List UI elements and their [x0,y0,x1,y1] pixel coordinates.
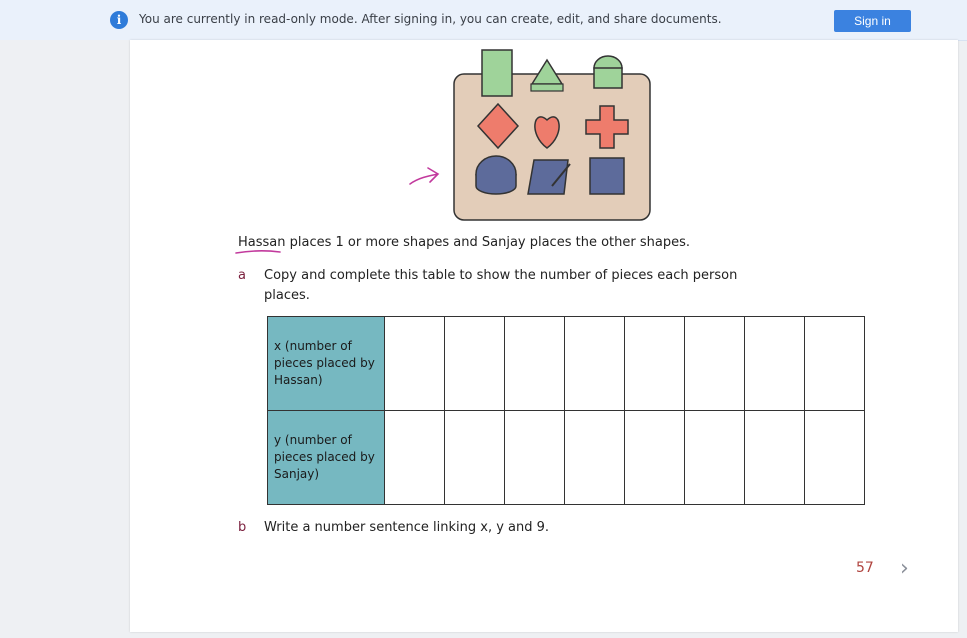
table-cell [625,317,685,411]
row-header-y: y (number of pieces placed by Sanjay) [268,411,385,505]
table-row [268,317,865,411]
table-cell [745,411,805,505]
sign-in-button[interactable]: Sign in [834,10,911,32]
part-b-text: Write a number sentence linking x, y and 9. [264,520,550,535]
table-cell [685,411,745,505]
shape-sorter-illustration [448,46,658,226]
handwritten-arrow-mark [406,160,446,190]
question-part-a [238,266,758,310]
table-cell [565,317,625,411]
left-margin [0,40,130,638]
table-cell [805,411,865,505]
table-cell [385,317,445,411]
read-only-banner [0,0,967,41]
table-cell [685,317,745,411]
pieces-table [267,316,865,505]
table-cell [745,317,805,411]
part-a-letter: a [238,268,246,283]
page-number: 57 [856,560,874,576]
chevron-right-icon[interactable]: › [900,556,909,581]
table-cell [565,411,625,505]
part-a-text: Copy and complete this table to show the number of pieces each person places. [264,268,738,303]
table-cell [505,317,565,411]
read-only-message: You are currently in read-only mode. After signing in, you can create, edit, and share documents. [139,12,722,26]
row-header-x: x (number of pieces placed by Hassan) [268,317,385,411]
info-icon: i [110,11,128,29]
document-page [130,40,958,632]
problem-intro: Hassan places 1 or more shapes and Sanjay places the other shapes. [238,235,690,250]
table-cell [625,411,685,505]
handwritten-underline-mark [234,248,284,256]
question-part-b [238,518,758,540]
table-cell [445,411,505,505]
table-cell [445,317,505,411]
table-cell [385,411,445,505]
table-row [268,411,865,505]
part-b-letter: b [238,520,247,535]
table-cell [805,317,865,411]
table-cell [505,411,565,505]
